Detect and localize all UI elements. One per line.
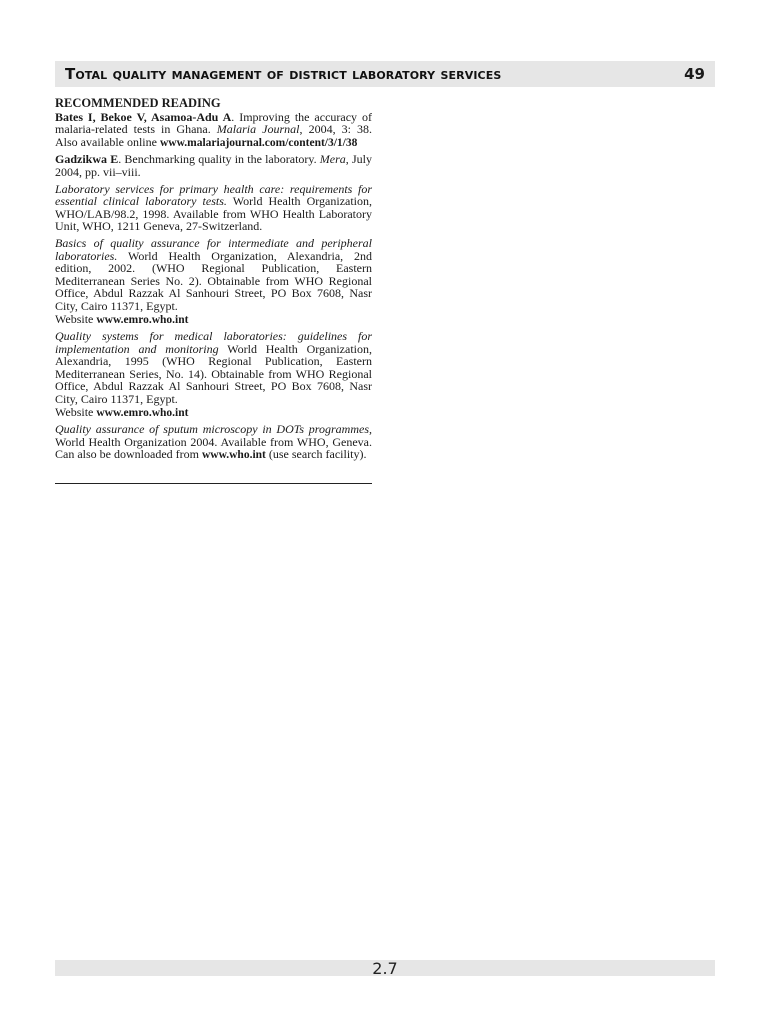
reference-item <box>55 111 372 150</box>
running-footer <box>55 960 715 976</box>
reference-journal: Malaria Journal <box>216 122 300 137</box>
reference-item <box>55 183 372 233</box>
reference-item <box>55 330 372 419</box>
reference-text: World Health Organization 2004. Available from WHO, Geneva. Can also be downloaded from <box>55 434 372 462</box>
reference-item <box>55 237 372 326</box>
reference-authors: Bates I, Bekoe V, Asamoa-Adu A <box>55 109 232 124</box>
reference-authors: Gadzikwa E <box>55 152 119 167</box>
reference-title: Quality systems for medical laboratories: guidelines for implementation and monitoring <box>55 329 372 356</box>
section-number: 2.7 <box>372 959 398 978</box>
reference-text: World Health Organization, Alexandria, 1995 (WHO Regional Publication, Eastern Mediterranean Series, No. 14). Obtainable from WHO Regional Office, Abdul Razzak Al Sanhouri Street, PO Box 7608, Nasr City, Cairo 11371, Egypt. <box>55 341 372 407</box>
reference-text: . Improving the accuracy of malaria-related tests in Ghana. <box>55 109 372 137</box>
reference-link[interactable]: www.emro.who.int <box>96 406 189 419</box>
website-label: Website <box>55 404 97 419</box>
reference-item <box>55 153 372 178</box>
reference-title: Quality assurance of sputum microscopy in DOTs programmes, <box>55 422 372 437</box>
reference-text: . Benchmarking quality in the laboratory. <box>118 152 320 167</box>
website-label: Website <box>55 311 97 326</box>
reference-text: (use search facility). <box>265 447 367 462</box>
page-number: 49 <box>684 65 705 83</box>
section-heading: RECOMMENDED READING <box>55 96 221 110</box>
running-header-title: Total quality management of district laboratory services <box>65 65 502 83</box>
reference-journal: Mera <box>319 152 346 167</box>
reference-text: World Health Organization, WHO/LAB/98.2, 1998. Available from WHO Health Laboratory Unit, WHO, 1211 Geneva, 27-Switzerland. <box>55 194 373 234</box>
reference-text: World Health Organization, Alexandria, 2nd edition, 2002. (WHO Regional Publication, Eastern Mediterranean Series No. 2). Obtainable from WHO Regional Office, Abdul Razzak Al Sanhouri Street, PO Box 7608, Nasr City, Cairo 11371, Egypt. <box>55 248 372 313</box>
section-end-rule <box>55 483 372 484</box>
reference-text: , July 2004, pp. vii–viii. <box>55 152 372 179</box>
reference-link[interactable]: www.who.int <box>201 449 266 462</box>
reference-link[interactable]: www.malariajournal.com/content/3/1/38 <box>159 136 358 149</box>
reference-link[interactable]: www.emro.who.int <box>96 313 189 326</box>
reference-item <box>55 423 372 462</box>
running-header <box>55 61 715 87</box>
reference-title: Basics of quality assurance for intermediate and peripheral laboratories. <box>55 235 372 263</box>
reference-title: Laboratory services for primary health care: requirements for essential clinical laboratory tests. <box>55 181 372 209</box>
reference-text: , 2004, 3: 38. Also available online <box>55 122 372 149</box>
reading-list-column <box>55 97 372 466</box>
